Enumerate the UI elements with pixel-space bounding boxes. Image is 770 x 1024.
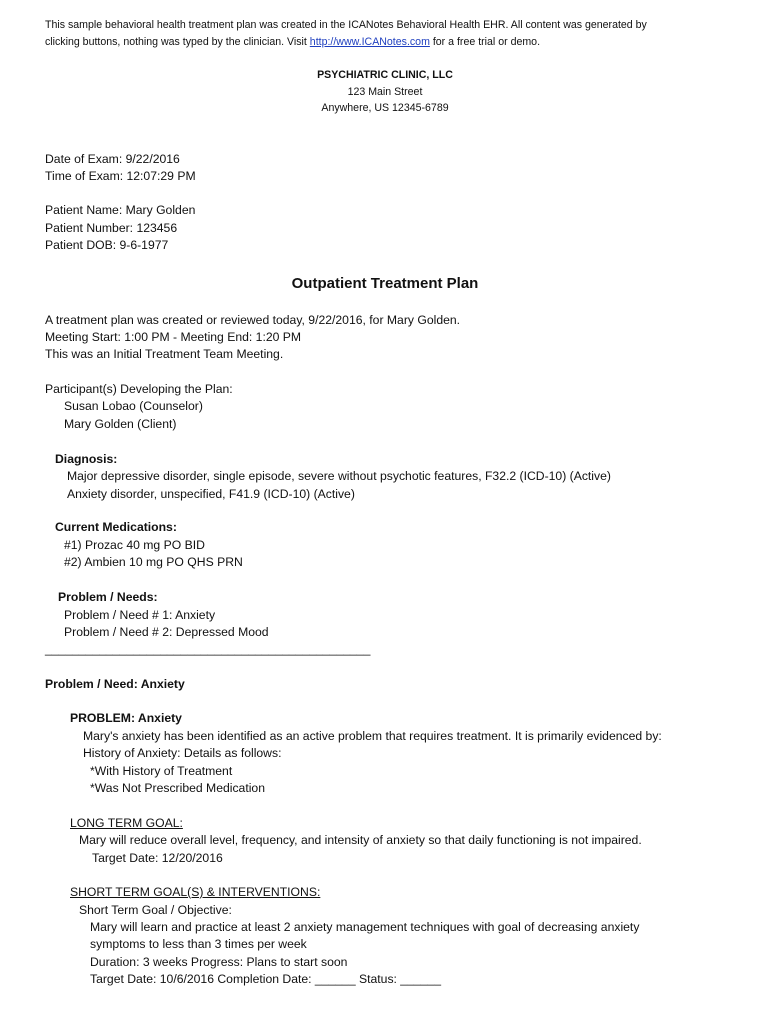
sample-notice-line-1: This sample behavioral health treatment plan was created in the ICANotes Behavioral Health EHR. All content was generated by [45,19,647,31]
participants-heading: Participant(s) Developing the Plan: [45,382,233,396]
short-term-goal-text: symptoms to less than 3 times per week [90,937,307,951]
icanotes-link[interactable]: http://www.ICANotes.com [309,36,430,48]
short-term-goal-text: Mary will learn and practice at least 2 anxiety management techniques with goal of decreasing anxiety [90,920,640,934]
medications-heading: Current Medications: [55,520,177,534]
problems-heading: Problem / Needs: [58,590,158,604]
long-term-goal-text: Mary will reduce overall level, frequency, and intensity of anxiety so that daily functioning is not impaired. [79,833,642,847]
problem-item: Problem / Need # 1: Anxiety [64,608,216,622]
participant-item: Susan Lobao (Counselor) [64,399,203,413]
problem-history-detail: *Was Not Prescribed Medication [90,781,265,795]
short-term-goal-label: Short Term Goal / Objective: [79,903,232,917]
intro-line-2: Meeting Start: 1:00 PM - Meeting End: 1:20 PM [45,330,302,344]
problem-history: History of Anxiety: Details as follows: [83,746,282,760]
problem-heading: PROBLEM: Anxiety [70,711,182,725]
diagnosis-item: Anxiety disorder, unspecified, F41.9 (ICD-10) (Active) [67,487,355,501]
short-term-goals-heading: SHORT TERM GOAL(S) & INTERVENTIONS: [70,885,321,899]
document-title: Outpatient Treatment Plan [291,275,479,292]
clinic-street: 123 Main Street [347,86,423,98]
problem-item: Problem / Need # 2: Depressed Mood [64,625,269,639]
exam-date: Date of Exam: 9/22/2016 [45,152,180,166]
short-term-goal-dates: Target Date: 10/6/2016 Completion Date: ______ Status: ______ [90,972,441,986]
sample-notice-text-end: for a free trial or demo. [429,36,541,48]
patient-number: Patient Number: 123456 [45,221,178,235]
intro-line-1: A treatment plan was created or reviewed today, 9/22/2016, for Mary Golden. [45,313,461,327]
diagnosis-item: Major depressive disorder, single episode, severe without psychotic features, F32.2 (ICD-10) (Active) [67,469,611,483]
medication-item: #2) Ambien 10 mg PO QHS PRN [64,555,243,569]
participant-item: Mary Golden (Client) [64,417,177,431]
clinic-city: Anywhere, US 12345-6789 [321,102,449,114]
long-term-goal-target-date: Target Date: 12/20/2016 [92,851,223,865]
patient-name: Patient Name: Mary Golden [45,203,196,217]
short-term-goal-duration: Duration: 3 weeks Progress: Plans to start soon [90,955,348,969]
problem-history-detail: *With History of Treatment [90,764,233,778]
patient-dob: Patient DOB: 9-6-1977 [45,238,169,252]
exam-time: Time of Exam: 12:07:29 PM [45,169,196,183]
intro-line-3: This was an Initial Treatment Team Meeting. [45,347,284,361]
section-heading: Problem / Need: Anxiety [45,677,185,691]
medication-item: #1) Prozac 40 mg PO BID [64,538,205,552]
long-term-goal-heading: LONG TERM GOAL: [70,816,183,830]
clinic-name: PSYCHIATRIC CLINIC, LLC [317,69,453,81]
sample-notice-line-2 [45,35,540,50]
section-separator: ________________________________________________ [45,642,371,656]
problem-description: Mary's anxiety has been identified as an active problem that requires treatment. It is primarily evidenced by: [83,729,662,743]
diagnosis-heading: Diagnosis: [55,452,118,466]
sample-notice-text: clicking buttons, nothing was typed by the clinician. Visit [45,36,310,48]
